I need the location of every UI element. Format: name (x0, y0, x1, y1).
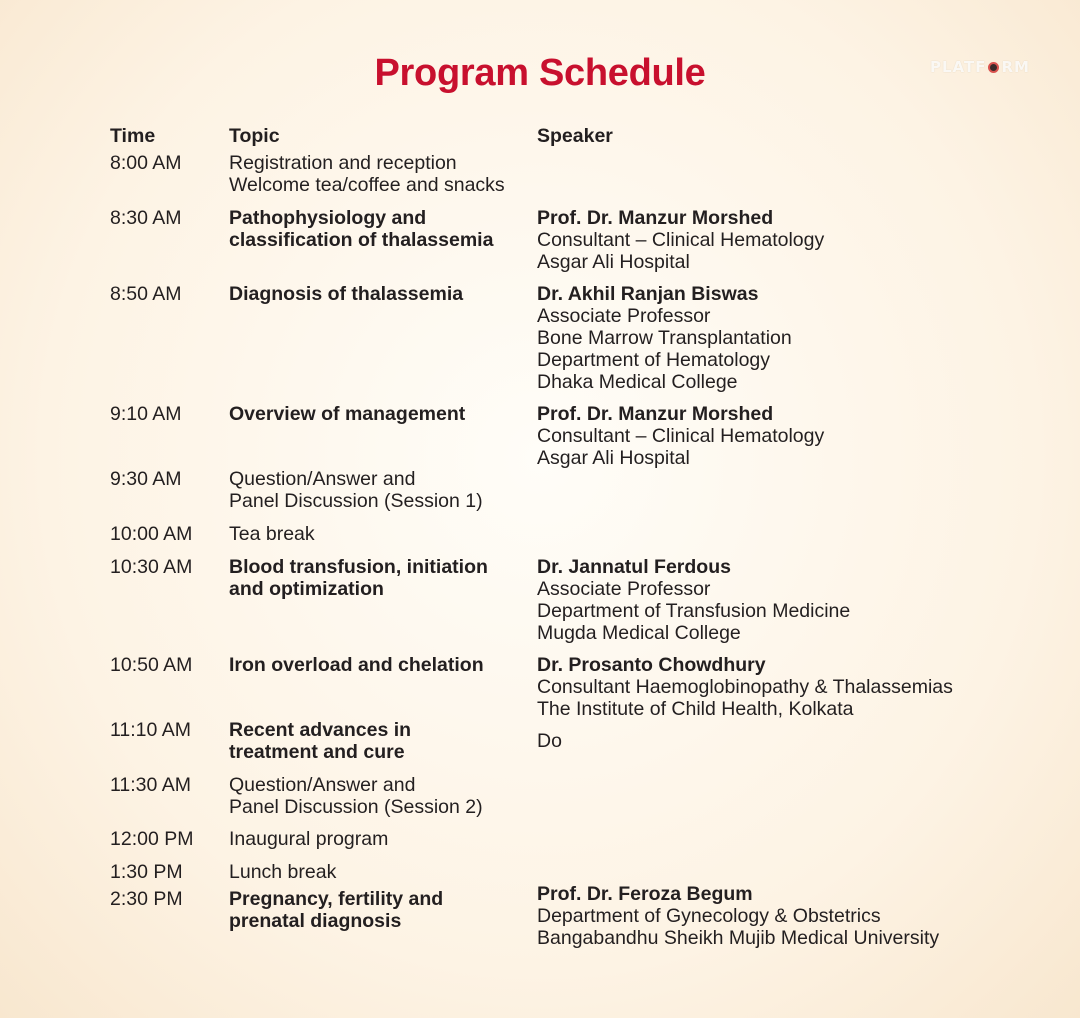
row-time: 2:30 PM (110, 888, 183, 910)
speaker-detail: Asgar Ali Hospital (537, 251, 690, 273)
row-topic (229, 556, 529, 600)
row-speaker (537, 403, 1077, 469)
row-speaker (537, 283, 1077, 393)
speaker-detail: Department of Transfusion Medicine (537, 600, 851, 622)
topic-line: prenatal diagnosis (229, 910, 402, 932)
topic-line: and optimization (229, 578, 384, 600)
row-time: 9:10 AM (110, 403, 182, 425)
row-topic (229, 888, 529, 932)
topic-line: Pathophysiology and (229, 207, 427, 229)
row-time: 8:50 AM (110, 283, 182, 305)
watermark-text-start: PLATF (930, 58, 987, 76)
watermark-text-end: RM (1001, 58, 1030, 76)
row-topic (229, 207, 529, 251)
speaker-name: Dr. Akhil Ranjan Biswas (537, 283, 759, 305)
topic-line: Diagnosis of thalassemia (229, 283, 464, 305)
topic-line: Question/Answer and (229, 468, 416, 490)
row-topic (229, 523, 529, 545)
topic-line: Overview of management (229, 403, 466, 425)
topic-line: Panel Discussion (Session 2) (229, 796, 483, 818)
topic-line: Inaugural program (229, 828, 389, 850)
speaker-detail: Associate Professor (537, 578, 711, 600)
speaker-name: Dr. Prosanto Chowdhury (537, 654, 766, 676)
speaker-detail: Associate Professor (537, 305, 711, 327)
topic-line: Tea break (229, 523, 315, 545)
topic-line: Pregnancy, fertility and (229, 888, 444, 910)
row-time: 12:00 PM (110, 828, 194, 850)
speaker-name: Prof. Dr. Manzur Morshed (537, 403, 774, 425)
topic-line: treatment and cure (229, 741, 405, 763)
speaker-detail: Dhaka Medical College (537, 371, 738, 393)
speaker-name: Prof. Dr. Feroza Begum (537, 883, 753, 905)
row-speaker (537, 883, 1077, 949)
row-topic (229, 468, 529, 512)
row-topic (229, 403, 529, 425)
row-topic (229, 719, 529, 763)
page-title: Program Schedule (374, 52, 706, 94)
row-speaker (537, 654, 1077, 720)
speaker-detail: Asgar Ali Hospital (537, 447, 690, 469)
topic-line: Blood transfusion, initiation (229, 556, 488, 578)
topic-line: Recent advances in (229, 719, 412, 741)
speaker-detail: Consultant – Clinical Hematology (537, 229, 825, 251)
header-topic: Topic (229, 125, 280, 147)
row-speaker (537, 207, 1077, 273)
row-time: 8:00 AM (110, 152, 182, 174)
row-topic (229, 152, 529, 196)
speaker-detail: Department of Hematology (537, 349, 771, 371)
speaker-name: Dr. Jannatul Ferdous (537, 556, 731, 578)
speaker-detail: Department of Gynecology & Obstetrics (537, 905, 881, 927)
header-speaker: Speaker (537, 125, 613, 147)
speaker-detail: Bangabandhu Sheikh Mujib Medical University (537, 927, 940, 949)
topic-line: classification of thalassemia (229, 229, 494, 251)
speaker-detail: Consultant Haemoglobinopathy & Thalassemias (537, 676, 953, 698)
row-time: 8:30 AM (110, 207, 182, 229)
topic-line: Question/Answer and (229, 774, 416, 796)
speaker-detail: The Institute of Child Health, Kolkata (537, 698, 854, 720)
row-topic (229, 654, 529, 676)
speaker-detail: Mugda Medical College (537, 622, 741, 644)
speaker-detail: Bone Marrow Transplantation (537, 327, 792, 349)
row-time: 10:00 AM (110, 523, 193, 545)
row-time: 1:30 PM (110, 861, 183, 883)
header-time: Time (110, 125, 156, 147)
row-topic (229, 283, 529, 305)
row-time: 9:30 AM (110, 468, 182, 490)
watermark-logo (930, 56, 1076, 78)
row-topic (229, 861, 529, 883)
topic-line: Registration and reception (229, 152, 457, 174)
row-speaker (537, 730, 1077, 752)
topic-line: Iron overload and chelation (229, 654, 484, 676)
speaker-name: Prof. Dr. Manzur Morshed (537, 207, 774, 229)
row-time: 11:30 AM (110, 774, 191, 796)
topic-line: Panel Discussion (Session 1) (229, 490, 483, 512)
topic-line: Welcome tea/coffee and snacks (229, 174, 505, 196)
row-time: 11:10 AM (110, 719, 191, 741)
row-topic (229, 828, 529, 850)
topic-line: Lunch break (229, 861, 337, 883)
row-speaker (537, 556, 1077, 644)
watermark-dot-icon (988, 62, 999, 73)
speaker-detail: Do (537, 730, 562, 752)
row-time: 10:50 AM (110, 654, 193, 676)
speaker-detail: Consultant – Clinical Hematology (537, 425, 825, 447)
row-topic (229, 774, 529, 818)
row-time: 10:30 AM (110, 556, 193, 578)
